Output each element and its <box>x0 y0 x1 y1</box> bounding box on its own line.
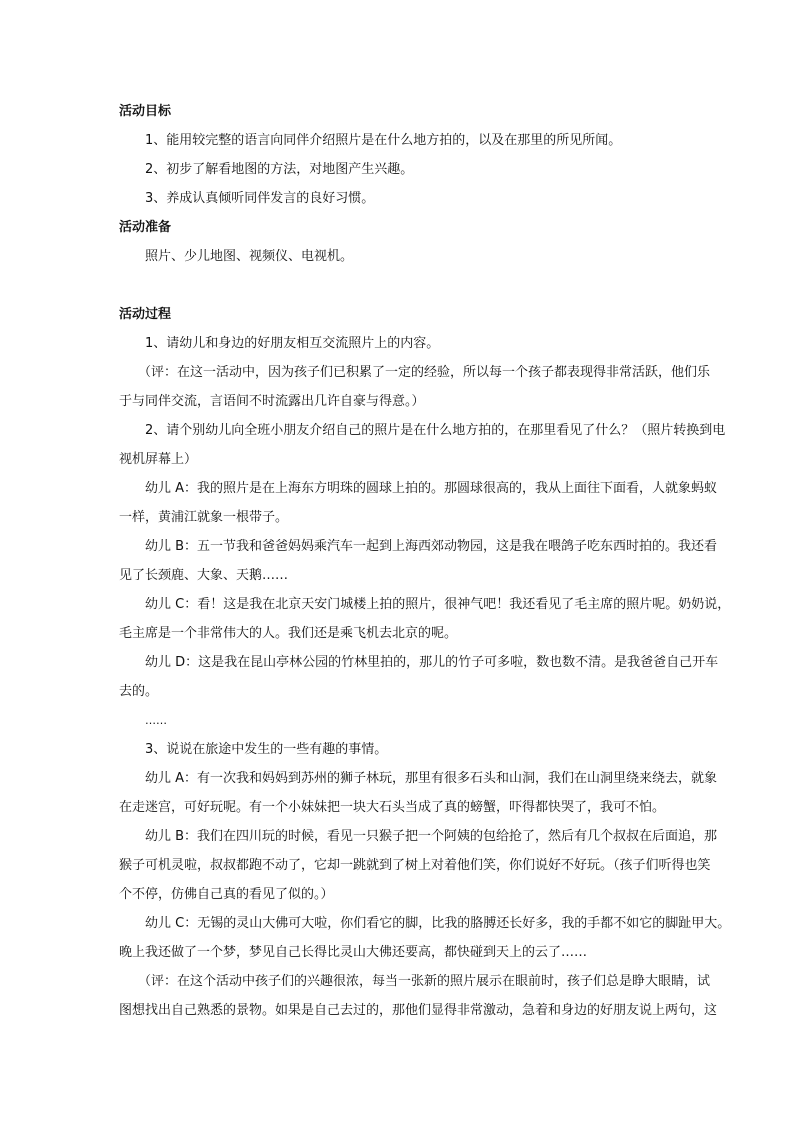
process-line: 2、请个别幼儿向全班小朋友介绍自己的照片是在什么地方拍的，在那里看见了什么？（照片转换到电 <box>145 423 726 438</box>
child-quote-line: 幼儿 D：这是我在昆山亭林公园的竹林里拍的，那儿的竹子可多啦，数也数不清。是我爸爸自己开车 <box>145 655 719 670</box>
child-quote-line: 一样，黄浦江就象一根带子。 <box>119 510 289 525</box>
child-quote-line: 幼儿 A：我的照片是在上海东方明珠的圆球上拍的。那圆球很高的，我从上面往下面看，人就象蚂蚁 <box>145 481 718 496</box>
process-heading: 活动过程 <box>119 307 172 322</box>
comment-line: （评：在这个活动中孩子们的兴趣很浓，每当一张新的照片展示在眼前时，孩子们总是睁大眼睛，试 <box>138 974 711 989</box>
comment-line: 于与同伴交流，言语间不时流露出几许自豪与得意。） <box>119 394 425 409</box>
child-quote-line: 幼儿 C：无锡的灵山大佛可大啦，你们看它的脚，比我的胳膊还长好多，我的手都不如它的脚趾甲大。 <box>145 916 731 931</box>
child-quote-line: 幼儿 C：看！这是我在北京天安门城楼上拍的照片，很神气吧！我还看见了毛主席的照片呢。奶奶说， <box>145 597 731 612</box>
child-quote-line: 见了长颈鹿、大象、天鹅…… <box>119 568 289 583</box>
child-quote-line: 去的。 <box>119 684 159 699</box>
child-quote-line: 个不停，仿佛自己真的看见了似的。） <box>119 887 334 902</box>
child-quote-line: 晚上我还做了一个梦，梦见自己长得比灵山大佛还要高，都快碰到天上的云了…… <box>119 945 588 960</box>
child-quote-line: 幼儿 A：有一次我和妈妈到苏州的狮子林玩，那里有很多石头和山洞，我们在山洞里绕来绕去，就象 <box>145 771 718 786</box>
preparation-heading: 活动准备 <box>119 220 172 235</box>
process-line: 3、说说在旅途中发生的一些有趣的事情。 <box>145 742 388 757</box>
comment-line: （评：在这一活动中，因为孩子们已积累了一定的经验，所以每一个孩子都表现得非常活跃，他们乐 <box>138 365 711 380</box>
goal-item: 2、初步了解看地图的方法，对地图产生兴趣。 <box>145 162 414 177</box>
child-quote-line: 毛主席是一个非常伟大的人。我们还是乘飞机去北京的呢。 <box>119 626 458 641</box>
preparation-text: 照片、少儿地图、视频仪、电视机。 <box>145 249 354 264</box>
ellipsis: …… <box>145 714 167 727</box>
process-line: 1、请幼儿和身边的好朋友相互交流照片上的内容。 <box>145 336 440 351</box>
child-quote-line: 幼儿 B：我们在四川玩的时候，看见一只猴子把一个阿姨的包给抢了，然后有几个叔叔在后面追，那 <box>145 829 718 844</box>
child-quote-line: 在走迷宫，可好玩呢。有一个小妹妹把一块大石头当成了真的螃蟹，吓得都快哭了，我可不怕。 <box>119 800 666 815</box>
process-line: 视机屏幕上） <box>119 452 198 467</box>
goal-item: 3、养成认真倾听同伴发言的良好习惯。 <box>145 191 375 206</box>
child-quote-line: 幼儿 B：五一节我和爸爸妈妈乘汽车一起到上海西郊动物园，这是我在喂鸽子吃东西时拍的。我还看 <box>145 539 718 554</box>
goals-heading: 活动目标 <box>119 104 172 119</box>
child-quote-line: 猴子可机灵啦，叔叔都跑不动了，它却一跳就到了树上对着他们笑，你们说好不好玩。（孩子们听得也笑 <box>119 858 711 873</box>
goal-item: 1、能用较完整的语言向同伴介绍照片是在什么地方拍的，以及在那里的所见所闻。 <box>145 133 622 148</box>
comment-line: 图想找出自己熟悉的景物。如果是自己去过的，那他们显得非常激动，急着和身边的好朋友说上两句，这 <box>119 1003 718 1018</box>
